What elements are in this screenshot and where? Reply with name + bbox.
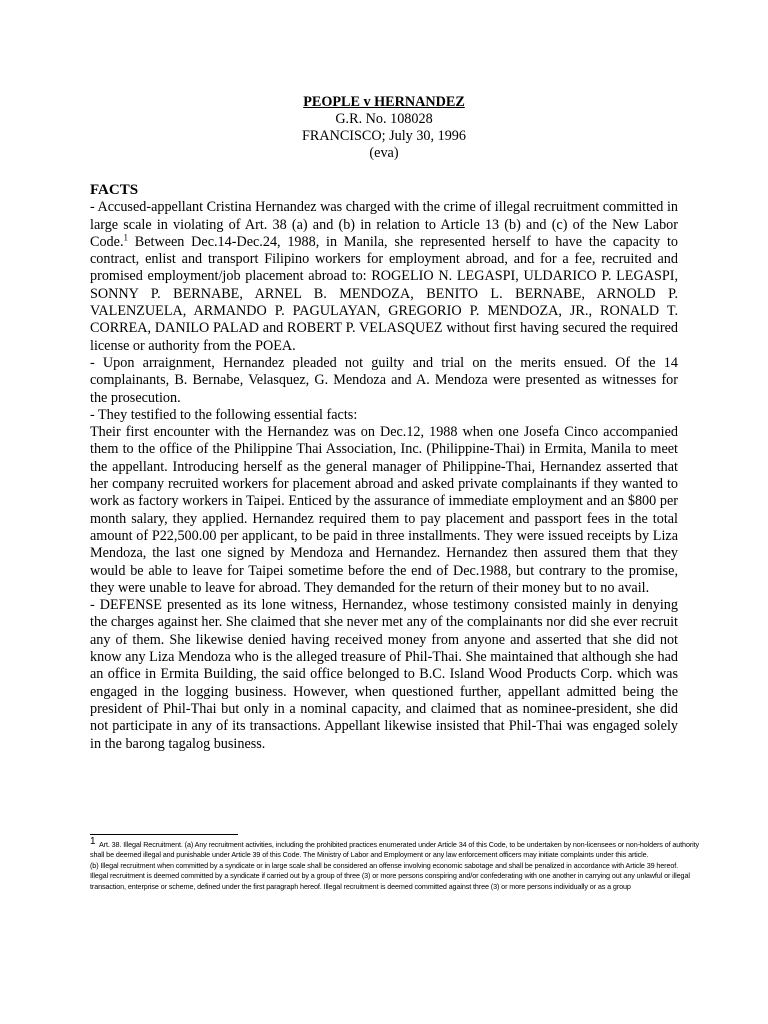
- facts-heading: FACTS: [90, 182, 139, 198]
- footnote-line-syndicate: Illegal recruitment is deemed committed by a syndicate if carried out by a group of three (3) or more persons conspiring and/or confederating with one another in carrying out any unlawful or illegal transaction, enterprise or scheme, defined under the first paragraph hereof. Illegal recruitment is deemed committed against three (3) or more persons individually or as a group: [90, 871, 690, 891]
- footnote-divider: [90, 834, 238, 835]
- case-title: PEOPLE v HERNANDEZ: [303, 94, 465, 110]
- case-header: [90, 94, 678, 162]
- facts-paragraph-prosecution-account: Their first encounter with the Hernandez was on Dec.12, 1988 when one Josefa Cinco accompanied them to the office of the Philippine Thai Association, Inc. (Philippine-Thai) in Ermita, Manila to meet the appellant. Introducing herself as the general manager of Philippine-Thai, Hernandez asserted that her company recruited workers for placement abroad and asked private complainants if they wanted to work as factory workers in Taipei. Enticed by the assurance of immediate employment and an $800 per month salary, they applied. Hernandez required them to pay placement and passport fees in the total amount of P22,500.00 per applicant, to be paid in three installments. They were issued receipts by Liza Mendoza, the last one signed by Mendoza and Hernandez. Hernandez then assured them that they would be able to leave for Taipei sometime before the end of Dec.1988, but contrary to the promise, they were unable to leave for abroad. They demanded for the return of their money but to no avail.: [90, 424, 678, 596]
- facts-paragraph-charge: [90, 199, 678, 355]
- footnote: [90, 835, 702, 892]
- charge-text-continued: Between Dec.14-Dec.24, 1988, in Manila, she represented herself to have the capacity to contract, enlist and transport Filipino workers for employment abroad, and for a fee, recruited and promised employment/job placement abroad to: ROGELIO N. LEGASPI, ULDARICO P. LEGASPI, SONNY P. BERNABE, ARNEL B. MENDOZA, BENITO L. BERNABE, ARNOLD P. VALENZUELA, ARMANDO P. PAGULAYAN, GREGORIO P. MENDOZA, JR., RONALD T. CORREA, DANILO PALAD and ROBERT P. VELASQUEZ without first having secured the required license or authority from the POEA.: [90, 233, 678, 354]
- facts-paragraph-arraignment: - Upon arraignment, Hernandez pleaded not guilty and trial on the merits ensued. Of the 14 complainants, B. Bernabe, Velasquez, G. Mendoza and A. Mendoza were presented as witnesses for the prosecution.: [90, 354, 678, 406]
- digest-author: (eva): [369, 145, 399, 161]
- facts-paragraph-defense: - DEFENSE presented as its lone witness, Hernandez, whose testimony consisted mainly in denying the charges against her. She claimed that she never met any of the complainants nor did she ever recruit any of them. She likewise denied having received money from anyone and asserted that she did not know any Liza Mendoza who is the alleged treasure of Phil-Thai. She maintained that although she had an office in Ermita Building, the said office belonged to B.C. Island Wood Products Corp. which was engaged in the logging business. However, when questioned further, appellant admitted being the president of Phil-Thai but only in a nominal capacity, and claimed that as nominee-president, she did not participate in any of its transactions. Appellant likewise insisted that Phil-Thai was engaged solely in the barong tagalog business.: [90, 597, 678, 752]
- footnote-line-b: (b) Illegal recruitment when committed by a syndicate or in large scale shall be considered an offense involving economic sabotage and shall be penalized in accordance with Article 39 hereof.: [90, 860, 679, 870]
- gr-number: G.R. No. 108028: [335, 111, 433, 127]
- facts-section: [90, 182, 678, 753]
- footnote-marker: 1: [90, 835, 96, 847]
- footnote-reference[interactable]: 1: [123, 232, 128, 243]
- charge-text: - Accused-appellant Cristina Hernandez was charged with the crime of illegal recruitment committed in large scale in violating of Art. 38 (a) and (b) in relation to Article 13 (b) and (c) of the New Labor Code.: [90, 199, 678, 250]
- footnote-text-a: Art. 38. Illegal Recruitment. (a) Any recruitment activities, including the prohibited practices enumerated under Article 34 of this Code, to be undertaken by non-licensees or non-holders of authority shall be deemed illegal and punishable under Article 39 of this Code. The Ministry of Labor and Employment or any law enforcement officers may initiate complaints under this article.: [90, 840, 700, 860]
- footnote-line-art38: [90, 835, 702, 861]
- ponente-date: FRANCISCO; July 30, 1996: [302, 128, 466, 144]
- facts-paragraph-testimony-intro: - They testified to the following essential facts:: [90, 406, 358, 423]
